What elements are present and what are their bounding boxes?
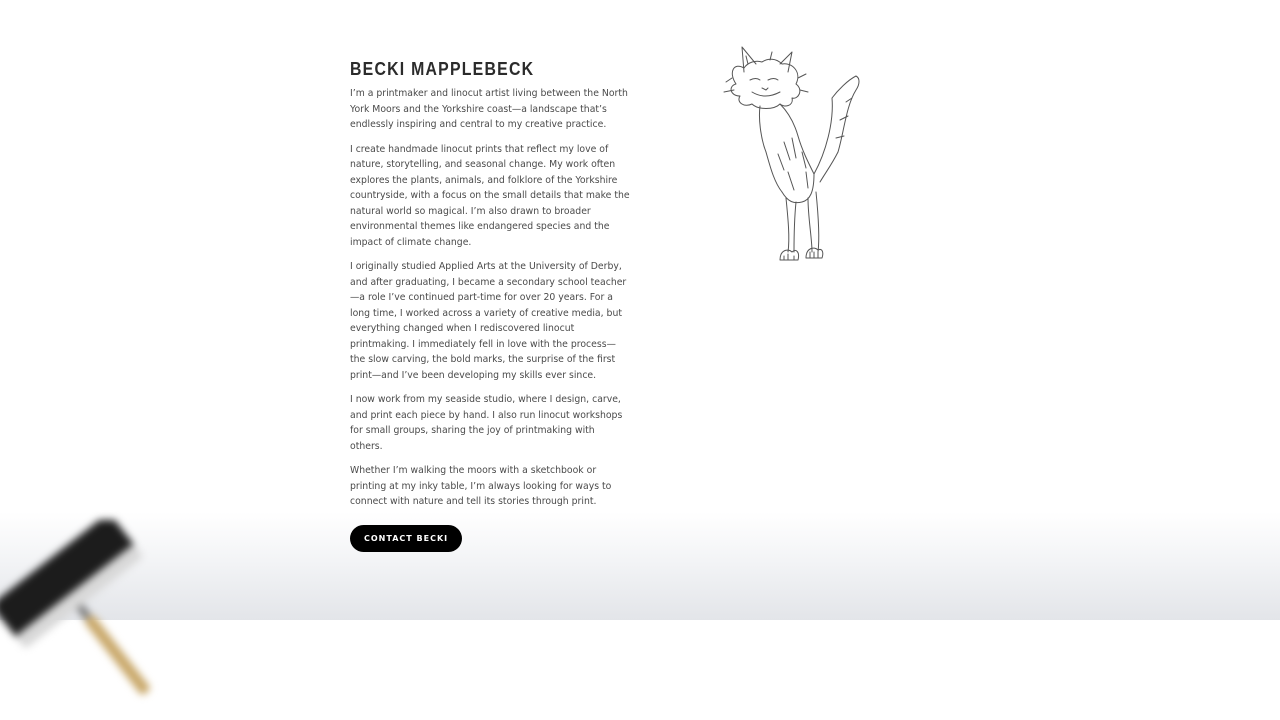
bio-section xyxy=(350,58,630,552)
contact-button[interactable]: CONTACT BECKI xyxy=(350,525,462,552)
cat-sketch-icon xyxy=(722,42,868,268)
bio-paragraph-5: Whether I’m walking the moors with a sketchbook or printing at my inky table, I’m always looking for ways to connect with nature and tell its stories through print. xyxy=(350,465,612,507)
ink-roller-icon xyxy=(0,520,180,720)
bio-paragraph-1: I’m a printmaker and linocut artist living between the North York Moors and the Yorkshire coast—a landscape that’s endlessly inspiring and central to my creative practice. xyxy=(350,88,628,130)
footer-band xyxy=(0,512,1280,620)
bio-paragraph-4: I now work from my seaside studio, where I design, carve, and print each piece by hand. I also run linocut workshops for small groups, sharing the joy of printmaking with others. xyxy=(350,394,623,452)
page-title: BECKI MAPPLEBECK xyxy=(350,59,535,79)
bio-paragraph-2: I create handmade linocut prints that reflect my love of nature, storytelling, and seasonal change. My work often explores the plants, animals, and folklore of the Yorkshire countryside, with a focus on the small details that make the natural world so magical. I’m also drawn to broader environmental themes like endangered species and the impact of climate change. xyxy=(350,143,630,248)
bio-paragraph-3: I originally studied Applied Arts at the University of Derby, and after graduating, I became a secondary school teacher—a role I’ve continued part-time for over 20 years. For a long time, I worked across a variety of creative media, but everything changed when I rediscovered linocut printmaking. I immediately fell in love with the process—the slow carving, the bold marks, the surprise of the first print—and I’ve been developing my skills ever since. xyxy=(350,261,627,381)
